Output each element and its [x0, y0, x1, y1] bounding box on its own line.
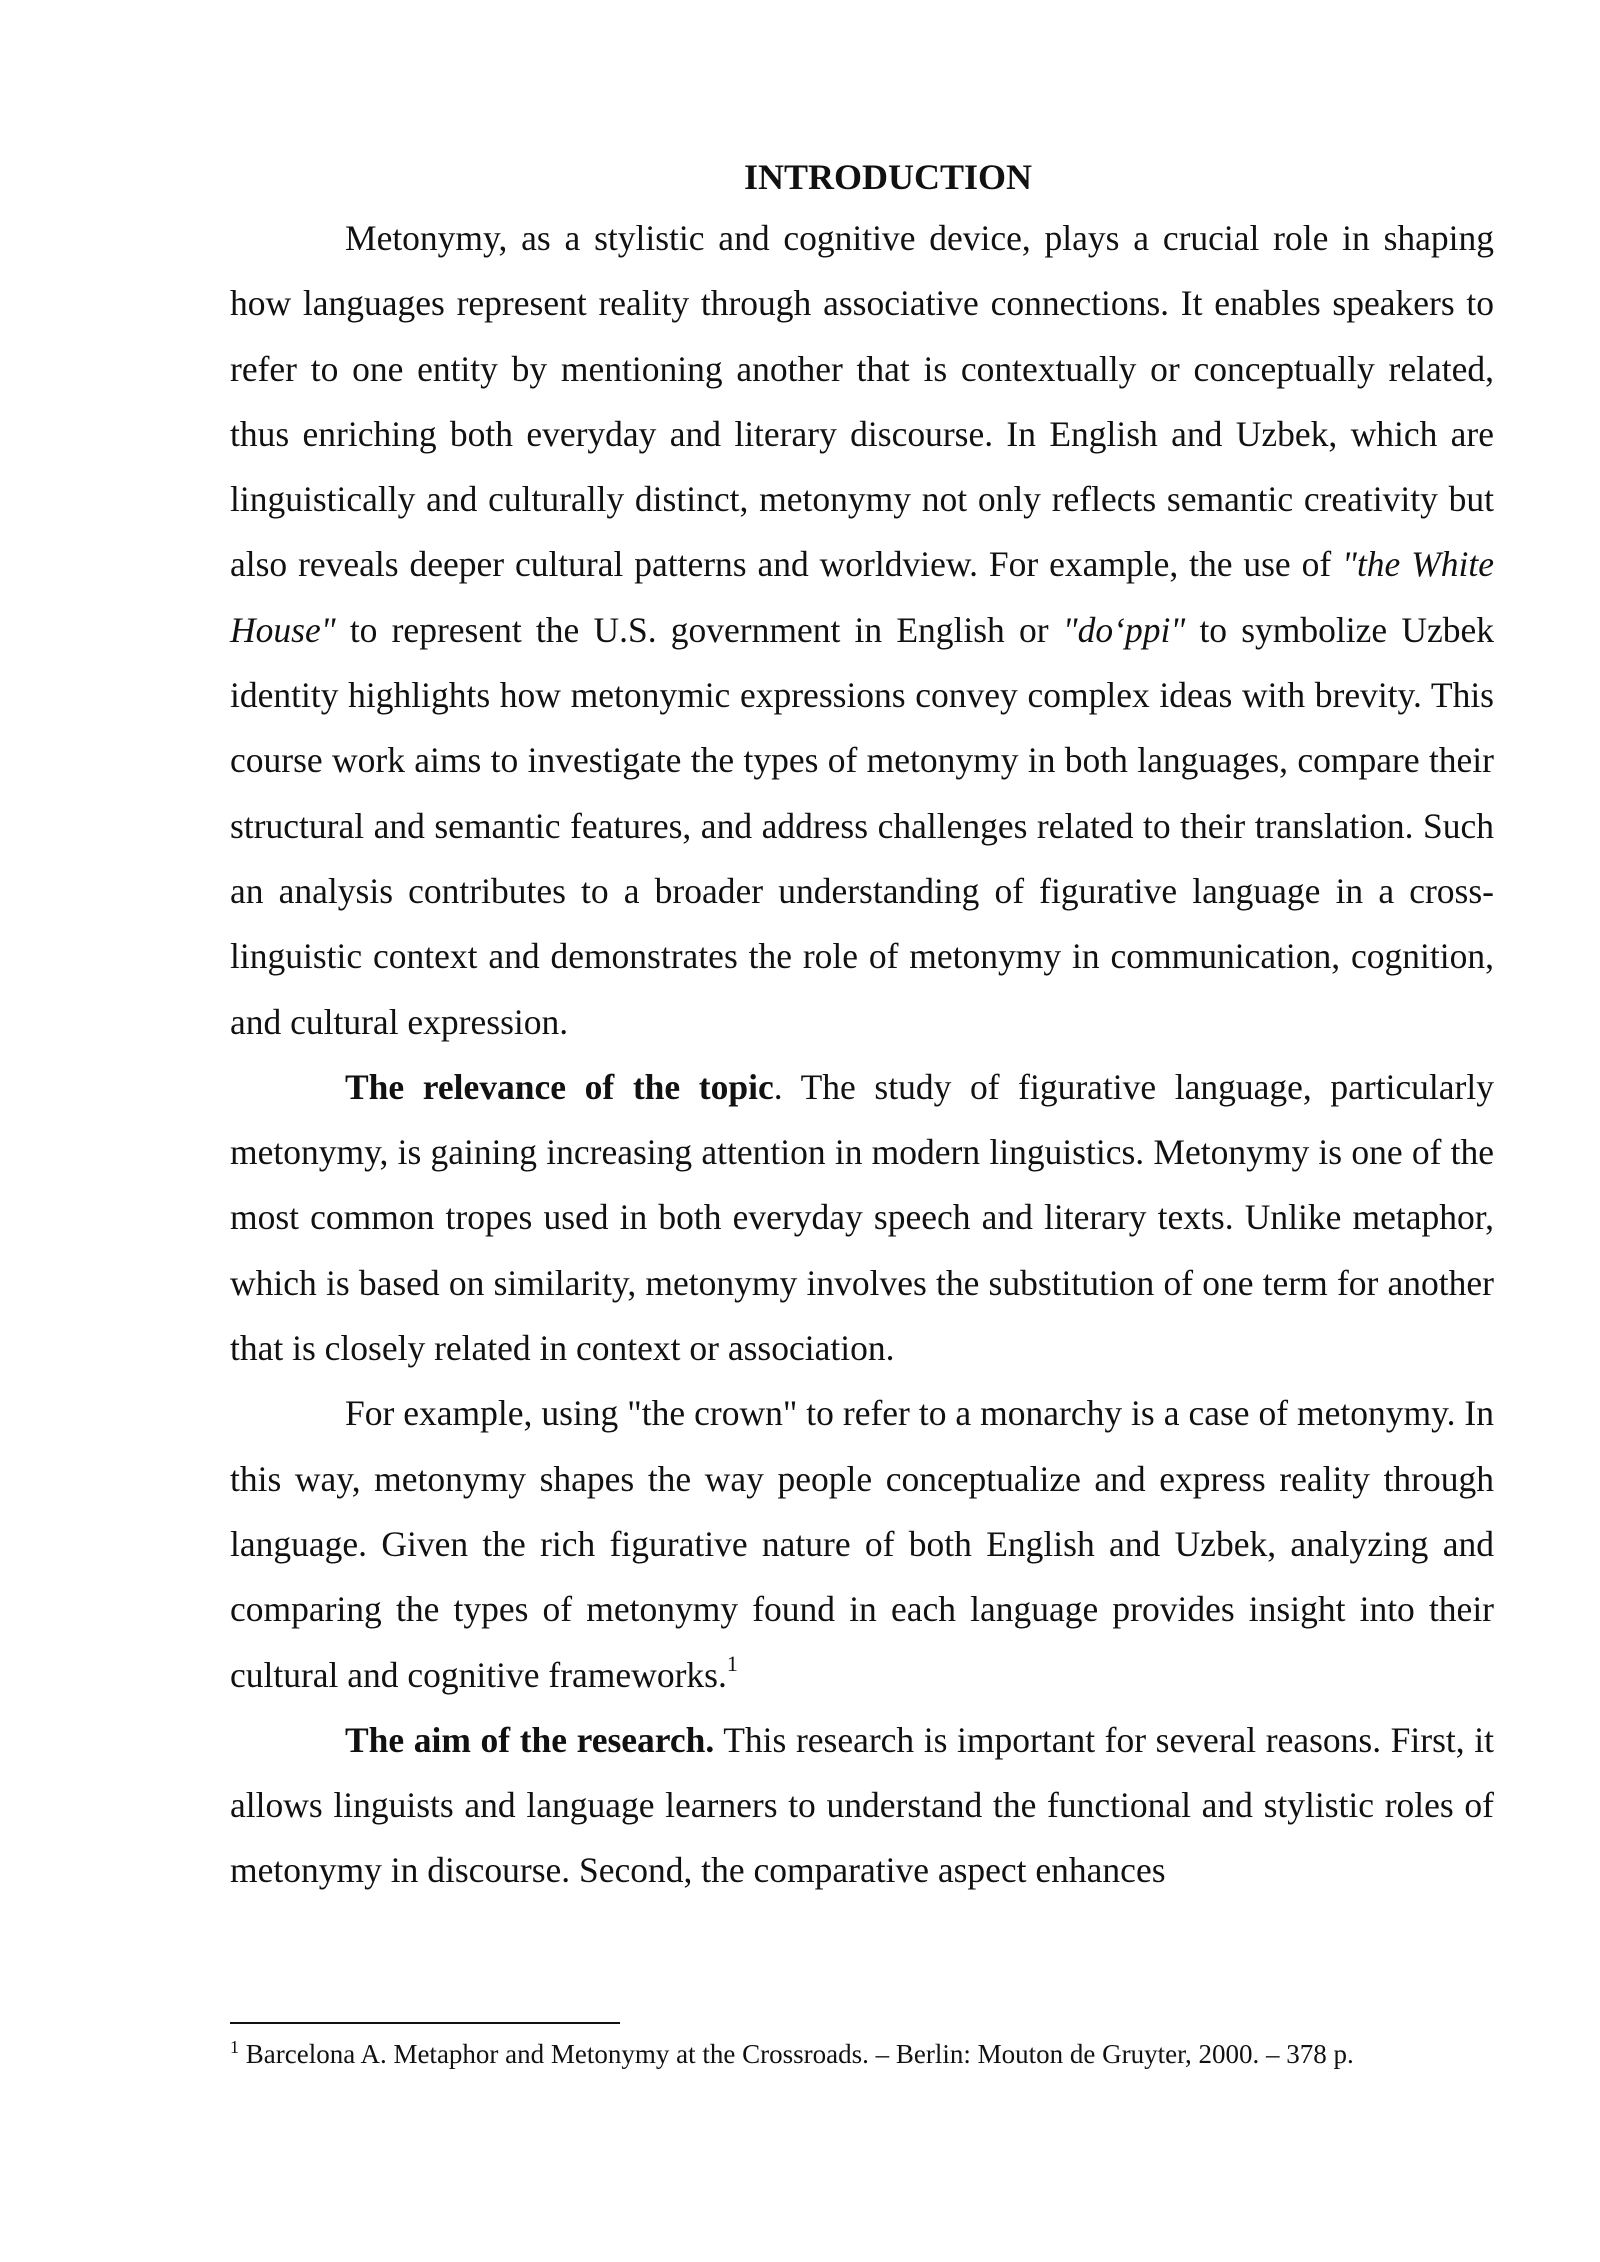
page-title: INTRODUCTION: [743, 157, 1033, 197]
page-body: [230, 148, 1494, 1904]
paragraph-introduction: [230, 206, 1494, 1055]
footnote-reference[interactable]: 1: [726, 1650, 738, 1676]
footnote: [230, 2034, 1530, 2074]
paragraph-text: to represent the U.S. government in English or: [335, 609, 1063, 650]
paragraph-text: Metonymy, as a stylistic and cognitive device, plays a crucial role in shaping how languages represent reality through associative connections. It enables speakers to refer to one entity by mentioning another that is contextually or conceptually related, thus enriching both everyday and literary discourse. In English and Uzbek, which are linguistically and culturally distinct, metonymy not only reflects semantic creativity but also reveals deeper cultural patterns and worldview. For example, the use of: [230, 218, 1494, 585]
paragraph-aim: [230, 1708, 1494, 1904]
aim-heading: The aim of the research.: [345, 1719, 715, 1760]
paragraph-example: [230, 1381, 1494, 1707]
paragraph-relevance: [230, 1055, 1494, 1381]
footnote-text: Barcelona A. Metaphor and Metonymy at the Crossroads. – Berlin: Mouton de Gruyter, 2000. – 378 p.: [239, 2039, 1354, 2069]
relevance-heading: The relevance of the topic: [345, 1066, 774, 1107]
example-doppi: "do‘ppi": [1062, 609, 1186, 650]
paragraph-text: to symbolize Uzbek identity highlights how metonymic expressions convey complex ideas with brevity. This course work aims to investigate the types of metonymy in both languages, compare their structural and semantic features, and address challenges related to their translation. Such an analysis contributes to a broader understanding of figurative language in a cross-linguistic context and demonstrates the role of metonymy in communication, cognition, and cultural expression.: [230, 609, 1494, 1042]
footnote-number: 1: [230, 2037, 239, 2057]
example-white-house: "the White House": [230, 544, 1494, 650]
paragraph-text: This research is important for several reasons. First, it allows linguists and language learners to understand the functional and stylistic roles of metonymy in discourse. Second, the comparative aspect enhances: [230, 1719, 1494, 1891]
paragraph-text: For example, using "the crown" to refer to a monarchy is a case of metonymy. In this way, metonymy shapes the way people conceptualize and express reality through language. Given the rich figurative nature of both English and Uzbek, analyzing and comparing the types of metonymy found in each language provides insight into their cultural and cognitive frameworks.: [230, 1393, 1494, 1695]
footnote-divider: [230, 2022, 620, 2024]
paragraph-text: . The study of figurative language, particularly metonymy, is gaining increasing attention in modern linguistics. Metonymy is one of the most common tropes used in both everyday speech and literary texts. Unlike metaphor, which is based on similarity, metonymy involves the substitution of one term for another that is closely related in context or association.: [230, 1066, 1494, 1369]
